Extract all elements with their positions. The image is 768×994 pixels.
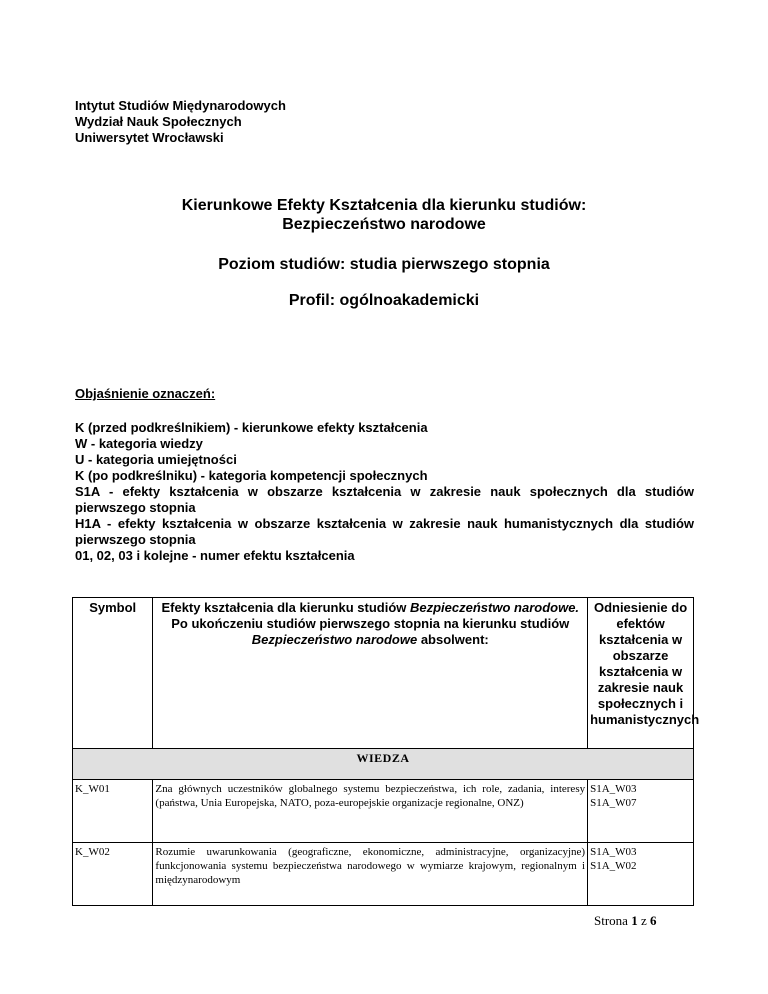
legend-item: S1A - efekty kształcenia w obszarze kształcenia w zakresie nauk społecznych dla studiów pierwszego stopnia [75,484,694,515]
legend-item: W - kategoria wiedzy [75,436,203,451]
study-profile: Profil: ogólnoakademicki [288,292,480,309]
row-description: Zna głównych uczestników globalnego systemu bezpieczeństwa, ich role, zadania, interesy (państwa, Unia Europejska, NATO, poza-europejskie organizacje regionalne, ONZ) [153,780,588,843]
row-ref: S1A_W02 [590,860,637,872]
legend-heading: Objaśnienie oznaczeń: [75,386,216,401]
row-symbol: K_W02 [73,843,153,906]
page-number: 1 [631,913,638,928]
table-header-row [73,598,694,749]
legend-item: 01, 02, 03 i kolejne - numer efektu kształcenia [75,548,355,563]
header-reference: Odniesienie do efektów kształcenia w obszarze kształcenia w zakresie nauk społecznych i humanistycznych [588,598,694,749]
institute-name: Intytut Studiów Międynarodowych [75,98,286,113]
document-title [0,196,768,234]
title-line-2: Bezpieczeństwo narodowe [282,216,486,233]
title-line-1: Kierunkowe Efekty Kształcenia dla kierunku studiów: [181,197,587,214]
table-row [73,843,694,906]
page-footer [594,913,656,929]
legend-item: K (przed podkreślnikiem) - kierunkowe efekty kształcenia [75,420,428,435]
faculty-name: Wydział Nauk Społecznych [75,114,242,129]
page-label: Strona [594,913,628,928]
header-symbol: Symbol [73,598,153,749]
row-refs [588,780,694,843]
table-row [73,780,694,843]
page-total: 6 [649,913,657,928]
header-effects: Efekty kształcenia dla kierunku studiów Bezpieczeństwo narodowe. Po ukończeniu studiów pierwszego stopnia na kierunku studiów Bezpieczeństwo narodowe absolwent: [153,598,588,749]
study-level: Poziom studiów: studia pierwszego stopnia [218,256,550,273]
row-ref: S1A_W03 [590,846,637,858]
learning-outcomes-table [72,597,700,906]
university-name: Uniwersytet Wrocławski [75,130,224,145]
page-of: z [640,913,647,928]
section-title: WIEDZA [73,749,694,780]
legend-item: H1A - efekty kształcenia w obszarze kształcenia w zakresie nauk humanistycznych dla studiów pierwszego stopnia [75,516,694,547]
row-ref: S1A_W07 [590,797,637,809]
legend-list [75,420,694,564]
legend-item: U - kategoria umiejętności [75,452,237,467]
row-ref: S1A_W03 [590,783,637,795]
section-row [73,749,694,780]
row-description: Rozumie uwarunkowania (geograficzne, ekonomiczne, administracyjne, organizacyjne) funkcjonowania systemu bezpieczeństwa narodowego w wymiarze krajowym, regionalnym i międzynarodowym [153,843,588,906]
row-refs [588,843,694,906]
institution-header [75,98,286,146]
row-symbol: K_W01 [73,780,153,843]
legend-item: K (po podkreślniku) - kategoria kompetencji społecznych [75,468,428,483]
